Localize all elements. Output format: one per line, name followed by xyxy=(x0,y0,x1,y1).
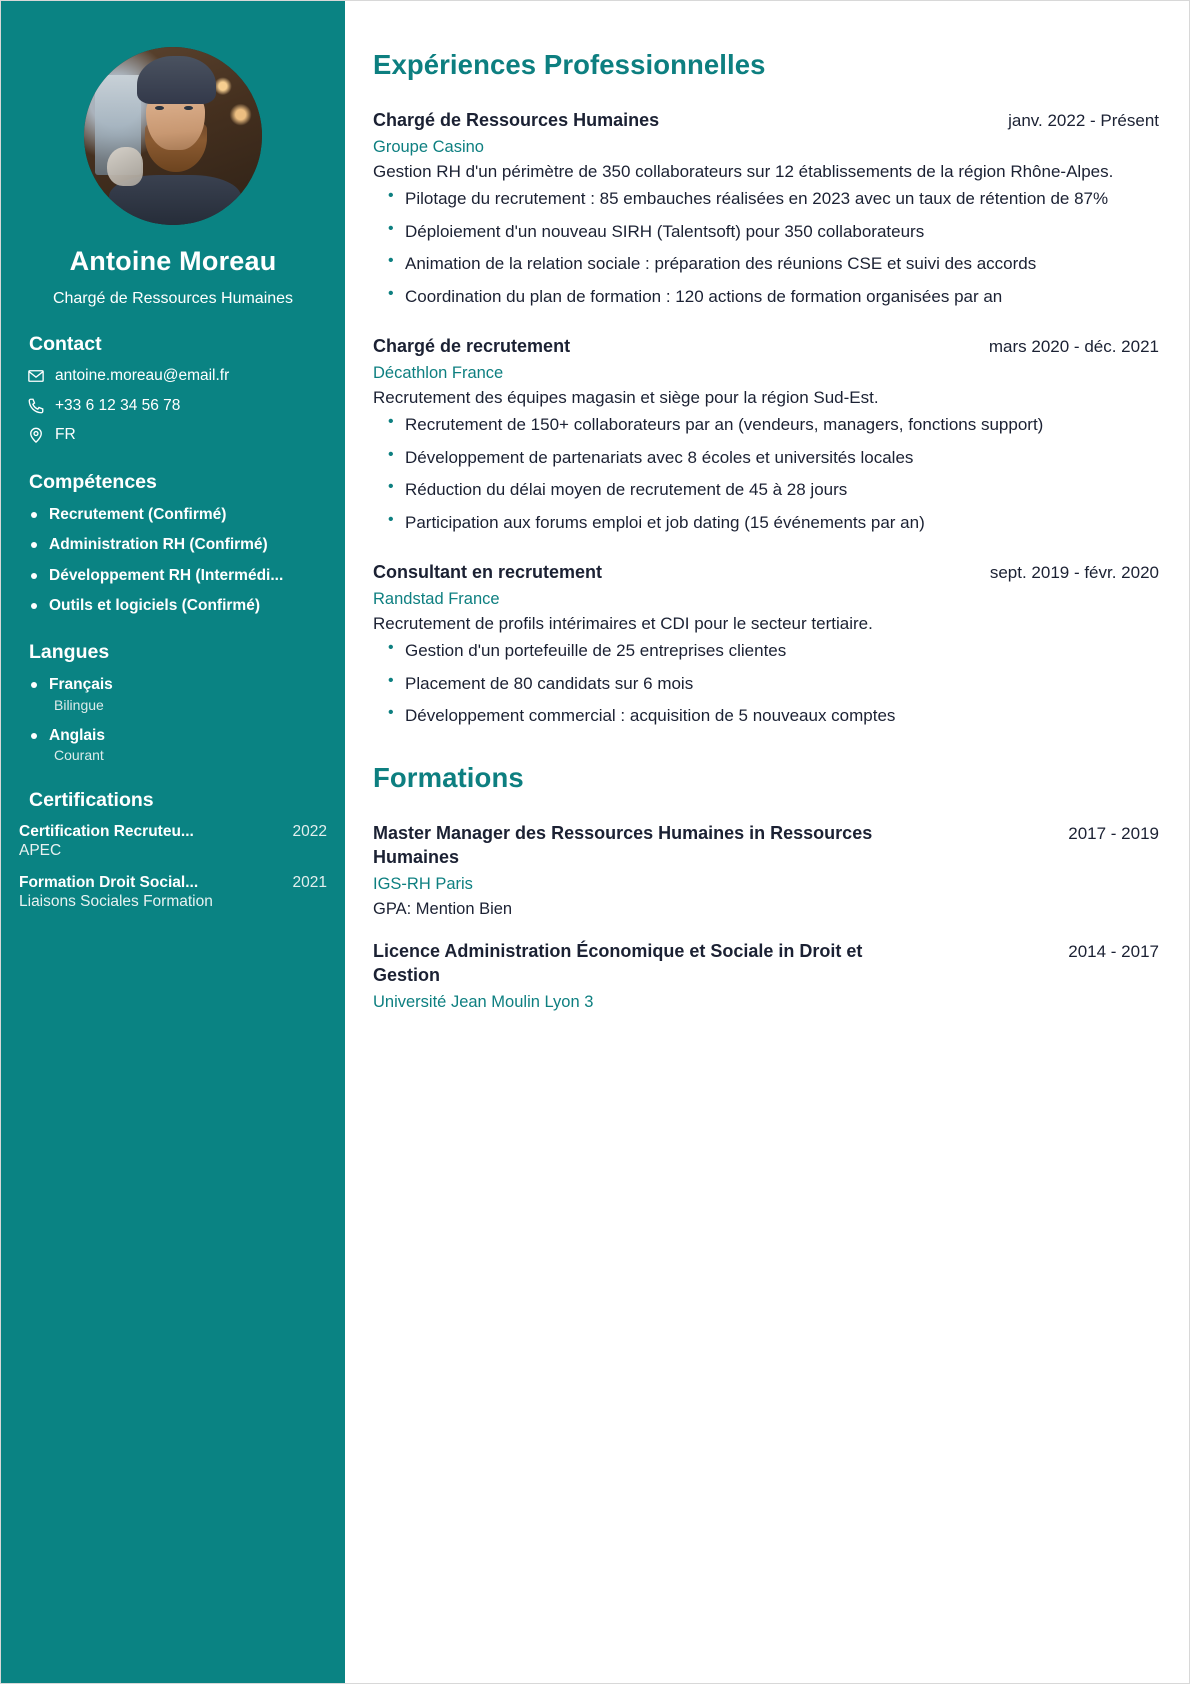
contact-heading: Contact xyxy=(29,332,102,355)
degree-date: 2014 - 2017 xyxy=(1068,942,1159,962)
language-level: Bilingue xyxy=(54,696,104,713)
job-description: Recrutement des équipes magasin et siège pour la région Sud-Est. xyxy=(373,388,879,408)
certification-item xyxy=(19,823,327,860)
job-highlight-item: • Développement de partenariats avec 8 écoles et universités locales xyxy=(373,446,1159,470)
candidate-name: Antoine Moreau xyxy=(69,246,277,276)
languages-heading: Langues xyxy=(29,641,110,664)
job-highlight-item: • Réduction du délai moyen de recrutement de 45 à 28 jours xyxy=(373,478,1159,502)
certification-name: Formation Droit Social... xyxy=(19,874,199,892)
candidate-headline: Chargé de Ressources Humaines xyxy=(52,290,294,308)
main-content xyxy=(345,1,1189,1683)
degree-title: Licence Administration Économique et Sociale in Droit et Gestion xyxy=(373,941,863,986)
certification-header xyxy=(19,823,327,841)
education-section-title: Formations xyxy=(373,762,524,794)
experience-entry-header xyxy=(373,109,1159,133)
education-entry-header xyxy=(373,940,1159,988)
language-name: Français xyxy=(49,676,113,694)
certification-year: 2021 xyxy=(292,874,327,892)
job-highlight-item: • Animation de la relation sociale : préparation des réunions CSE et suivi des accords xyxy=(373,252,1159,276)
language-item xyxy=(29,726,327,763)
job-title: Chargé de Ressources Humaines xyxy=(373,110,660,130)
job-title: Chargé de recrutement xyxy=(373,336,571,357)
certification-header xyxy=(19,874,327,892)
job-highlight-item: • Coordination du plan de formation : 120 actions de formation organisées par an xyxy=(373,285,1159,309)
contact-phone-value: +33 6 12 34 56 78 xyxy=(55,396,181,414)
education-entry xyxy=(373,940,1159,1013)
skills-list xyxy=(29,505,327,616)
certification-org: Liaisons Sociales Formation xyxy=(19,893,213,911)
job-description: Gestion RH d'un périmètre de 350 collaborateurs sur 12 établissements de la région Rhône-Alpes. xyxy=(373,162,1114,182)
job-highlight-item: • Recrutement de 150+ collaborateurs par an (vendeurs, managers, fonctions support) xyxy=(373,413,1159,437)
contact-phone[interactable] xyxy=(27,397,327,416)
certification-year: 2022 xyxy=(292,823,327,841)
experience-entry xyxy=(373,335,1159,535)
contact-email-value: antoine.moreau@email.fr xyxy=(55,366,230,384)
phone-icon xyxy=(27,397,45,415)
certification-name: Certification Recruteu... xyxy=(19,823,194,841)
job-highlights xyxy=(373,639,1159,728)
photo-hand xyxy=(107,147,143,186)
job-company: Décathlon France xyxy=(373,363,504,382)
education-entry xyxy=(373,822,1159,920)
language-name: Anglais xyxy=(49,726,105,744)
skills-heading: Compétences xyxy=(29,470,157,493)
certifications-list xyxy=(19,823,327,911)
skill-item: Administration RH (Confirmé) xyxy=(29,535,327,554)
contact-location-value: FR xyxy=(55,426,76,444)
avatar-container xyxy=(19,47,327,225)
job-highlight-item: • Participation aux forums emploi et job dating (15 événements par an) xyxy=(373,511,1159,535)
job-highlight-item: • Pilotage du recrutement : 85 embauches réalisées en 2023 avec un taux de rétention de 87% xyxy=(373,187,1159,211)
profile-photo xyxy=(84,47,262,225)
job-highlight-item: • Placement de 80 candidats sur 6 mois xyxy=(373,672,1159,696)
job-company: Randstad France xyxy=(373,589,500,608)
certifications-heading: Certifications xyxy=(29,789,154,812)
job-highlight-item: • Gestion d'un portefeuille de 25 entreprises clientes xyxy=(373,639,1159,663)
skill-item: Développement RH (Intermédi... xyxy=(29,566,327,585)
photo-beanie xyxy=(137,56,215,104)
job-highlight-item: • Déploiement d'un nouveau SIRH (Talentsoft) pour 350 collaborateurs xyxy=(373,220,1159,244)
languages-list xyxy=(19,675,327,763)
job-date: mars 2020 - déc. 2021 xyxy=(988,337,1159,357)
job-highlight-item: • Développement commercial : acquisition de 5 nouveaux comptes xyxy=(373,704,1159,728)
experience-entry xyxy=(373,109,1159,309)
experience-entry-header xyxy=(373,561,1159,585)
language-item xyxy=(29,675,327,712)
job-company: Groupe Casino xyxy=(373,137,484,156)
location-pin-icon xyxy=(27,426,45,444)
language-level: Courant xyxy=(54,747,104,764)
job-highlights xyxy=(373,413,1159,535)
degree-title: Master Manager des Ressources Humaines in Ressources Humaines xyxy=(373,823,873,868)
degree-gpa: GPA: Mention Bien xyxy=(373,899,513,918)
job-date: sept. 2019 - févr. 2020 xyxy=(989,563,1159,583)
school-name: Université Jean Moulin Lyon 3 xyxy=(373,993,594,1012)
envelope-icon xyxy=(27,367,45,385)
job-description: Recrutement de profils intérimaires et CDI pour le secteur tertiaire. xyxy=(373,614,873,634)
experience-section-title: Expériences Professionnelles xyxy=(373,49,766,80)
job-date: janv. 2022 - Présent xyxy=(1008,111,1159,130)
contact-location xyxy=(27,426,327,445)
certification-org: APEC xyxy=(19,842,62,860)
contact-email[interactable] xyxy=(27,367,327,386)
skill-item: Recrutement (Confirmé) xyxy=(29,505,327,524)
school-name: IGS-RH Paris xyxy=(373,875,473,894)
photo-eye-right xyxy=(184,106,193,111)
experience-entry-header xyxy=(373,335,1159,359)
education-entry-header xyxy=(373,822,1159,870)
job-highlights xyxy=(373,187,1159,309)
degree-date: 2017 - 2019 xyxy=(1068,824,1159,844)
certification-item xyxy=(19,874,327,911)
sidebar xyxy=(1,1,345,1683)
experience-entry xyxy=(373,561,1159,728)
job-title: Consultant en recrutement xyxy=(373,562,603,583)
skill-item: Outils et logiciels (Confirmé) xyxy=(29,596,327,615)
